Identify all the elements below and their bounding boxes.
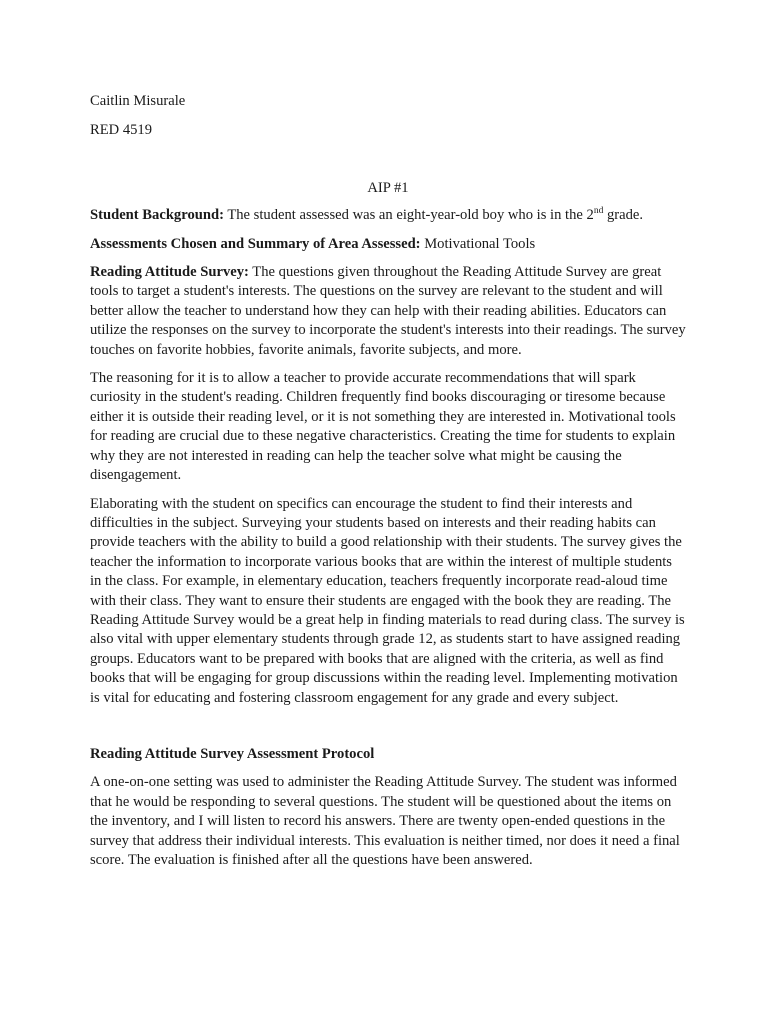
- student-background-text: The student assessed was an eight-year-old boy who is in the 2: [223, 207, 594, 224]
- document-title: AIP #1: [367, 179, 409, 196]
- student-background-paragraph: [90, 206, 686, 225]
- assessments-label: Assessments Chosen and Summary of Area Assessed:: [90, 235, 421, 252]
- body-paragraph-elaborating: Elaborating with the student on specifics can encourage the student to find their interests and difficulties in the subject. Surveying your students based on interests and their reading habits can provide teachers with the ability to build a good relationship with their students. The survey gives the teacher the information to incorporate various books that are within the interest of multiple students in the class. For example, in elementary education, teachers frequently incorporate read-aloud time with their class. They want to ensure their students are engaged with the book they are reading. The Reading Attitude Survey would be a great help in finding materials to read during class. The survey is also vital with upper elementary students through grade 12, as students start to have assigned reading groups. Educators want to be prepared with books that are aligned with the criteria, as well as find books that will be engaging for group discussions within the reading level. Implementing motivation is vital for educating and fostering classroom engagement for any grade and every subject.: [90, 495, 685, 706]
- student-background-label: Student Background:: [90, 207, 224, 224]
- author-name: Caitlin Misurale: [90, 93, 186, 109]
- survey-text: The questions given throughout the Reading Attitude Survey are great tools to target a student's interests. The questions on the survey are relevant to the student and will better allow the teacher to understand how they can help with their reading abilities. Educators can utilize the responses on the survey to incorporate the student's interests into their readings. The survey touches on favorite hobbies, favorite animals, favorite subjects, and more.: [90, 264, 686, 358]
- survey-label: Reading Attitude Survey:: [90, 264, 249, 281]
- body-paragraph-reasoning: The reasoning for it is to allow a teacher to provide accurate recommendations that will spark curiosity in the student's reading. Children frequently find books discouraging or tiresome because either it is outside their reading level, or it is not something they are interested in. Motivational tools for reading are crucial due to these negative characteristics. Creating the time for students to explain why they are not interested in reading can help the teacher solve what might be causing the disengagement.: [90, 370, 676, 484]
- course-code: RED 4519: [90, 122, 153, 139]
- protocol-heading: Reading Attitude Survey Assessment Protocol: [90, 745, 375, 762]
- ordinal-suffix: nd: [593, 206, 604, 217]
- student-background-text-end: grade.: [603, 207, 644, 224]
- assessments-paragraph: [90, 235, 686, 254]
- survey-paragraph: [90, 263, 686, 360]
- protocol-paragraph: A one-on-one setting was used to administer the Reading Attitude Survey. The student was informed that he would be responding to several questions. The student will be questioned about the items on the inventory, and I will listen to record his answers. There are twenty open-ended questions in the survey that address their individual interests. This evaluation is neither timed, nor does it need a final score. The evaluation is finished after all the questions have been answered.: [90, 774, 680, 868]
- assessments-text: Motivational Tools: [420, 235, 536, 252]
